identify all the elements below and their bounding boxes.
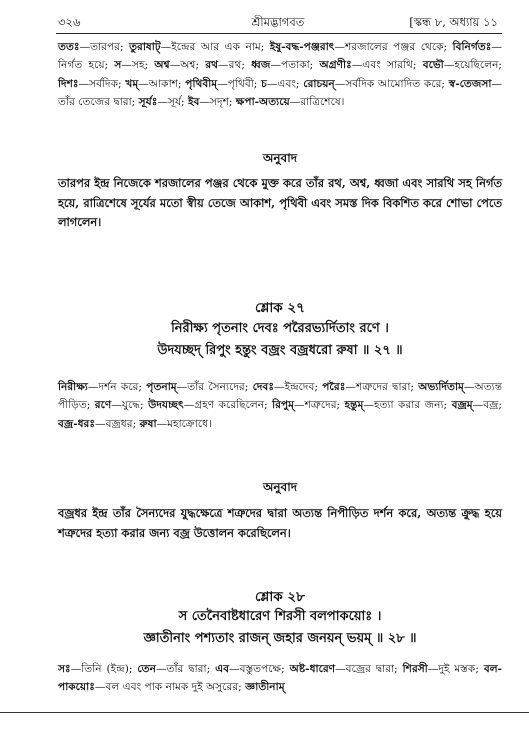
term-meaning: —দুই মস্তক; (427, 663, 484, 675)
verse-line: স তেনৈবাষ্টধারেণ শিরসী বলপাকয়োঃ । (178, 609, 382, 624)
term-meaning: —সর্বদিক আমোদিত করে; (334, 77, 449, 90)
term-meaning: —তাঁর তেজের দ্বারা; (58, 77, 502, 109)
sanskrit-term: বিনির্গতঃ (452, 41, 492, 53)
chapter-reference: [স্কন্ধ ৮, অধ্যায় ১১ (409, 15, 498, 29)
translation-block-1 (58, 174, 502, 233)
sanskrit-term: রথ (205, 59, 219, 72)
sanskrit-term: তেন (137, 663, 156, 675)
translation-text: বজ্রধর ইন্দ্র তাঁর সৈন্যদের যুদ্ধক্ষেত্রে শত্রুদের দ্বারা অত্যন্ত নিপীড়িত দর্শন করে, অত্যন্ত ক্রুদ্ধ হয়ে শত্রুদের হত্যা করার জন্য বজ্র উত্তোলন করেছিলেন। (58, 506, 502, 540)
sanskrit-term: রুষা (139, 417, 157, 430)
page-header (58, 12, 498, 32)
sanskrit-term: পৃতনাম্ (146, 381, 177, 393)
sanskrit-term: দিশঃ (58, 77, 79, 90)
verse-text (58, 318, 502, 362)
word-meanings-1 (58, 38, 502, 112)
sanskrit-term: ইষু-বদ্ধ-পঞ্জরাৎ (269, 41, 335, 53)
sanskrit-term: এব (215, 663, 230, 675)
term-meaning: —পতাকা; (270, 59, 320, 72)
sanskrit-term: হন্তুম্ (344, 399, 364, 412)
sanskrit-term: স (114, 59, 122, 72)
header-rule (56, 33, 502, 34)
synonyms-paragraph (58, 378, 502, 433)
term-meaning: —এবং; (266, 77, 304, 90)
verse-title: শ্লোক ২৮ (255, 589, 305, 605)
sanskrit-term: পরৈঃ (322, 381, 346, 393)
sanskrit-term: খম্ (125, 77, 139, 90)
sanskrit-term: ক্ষপা-অত্যয়ে (235, 96, 290, 109)
term-meaning: —তাঁর সৈন্যদের; (176, 381, 253, 393)
word-meanings-3 (58, 660, 502, 697)
translation-heading: অনুবাদ (262, 151, 298, 165)
word-meanings-2 (58, 378, 502, 433)
term-meaning: —যুদ্ধে; (111, 399, 149, 412)
sanskrit-term: রোচয়ন্ (303, 77, 335, 90)
term-meaning: —বল এবং পাক নামক দুই অসুরের; (94, 681, 246, 694)
term-meaning: —রাত্রিশেষে। (289, 96, 345, 109)
sanskrit-term: ইব (188, 96, 200, 109)
term-meaning: —এবং সারথি; (351, 59, 423, 72)
term-meaning: —সর্বদিক; (78, 77, 126, 90)
term-meaning: —তিনি (ইন্দ্র); (70, 663, 138, 675)
term-meaning: —পৃথিবী; (217, 77, 262, 90)
term-meaning: —সদৃশ; (199, 96, 236, 109)
sanskrit-term: দেবঃ (252, 381, 274, 393)
term-meaning: —সহ; (121, 59, 155, 72)
synonyms-paragraph (58, 38, 502, 112)
sanskrit-term: জ্ঞাতীনাম্ (245, 681, 285, 694)
term-meaning: —শত্রুদের দ্বারা; (345, 381, 419, 393)
sanskrit-term: বল-পাকয়োঃ (58, 663, 503, 694)
term-meaning: —বজ্রধর; (95, 417, 140, 430)
term-meaning: —শরজালের পঞ্জর থেকে; (334, 41, 453, 53)
term-meaning: —ইন্দ্রের আর এক নাম; (160, 41, 270, 53)
translation-text: তারপর ইন্দ্র নিজেকে শরজালের পঞ্জর থেকে মুক্ত করে তাঁর রথ, অশ্ব, ধ্বজা এবং সারথি সহ নির্গত হয়ে, রাত্রিশেষে সূর্যের মতো স্বীয় তেজে আকাশ, পৃথিবী এবং সমস্ত দিক বিকশিত করে শোভা পেতে লাগলেন। (58, 176, 502, 230)
term-meaning: —আকাশ; (138, 77, 186, 90)
sanskrit-term: বজ্র-ধরঃ (58, 417, 96, 430)
sanskrit-term: পৃথিবীম্ (185, 77, 218, 90)
sanskrit-term: শিরসী (402, 663, 428, 675)
sanskrit-term: ততঃ (58, 41, 80, 53)
term-meaning: —সূর্য; (157, 96, 188, 109)
page-bottom-edge (0, 712, 529, 713)
term-meaning: —দর্শন করে; (87, 381, 147, 393)
sanskrit-term: নিরীক্ষ্য (58, 381, 88, 393)
sanskrit-term: রণে (94, 399, 112, 412)
term-meaning: —বজ্রের দ্বারা; (335, 663, 403, 675)
sanskrit-term: চ (261, 77, 267, 90)
verse-line: নিরীক্ষ্য পৃতনাং দেবঃ পরৈরভ্যর্দিতাং রণে । (171, 321, 389, 336)
page-number: ৩২৬ (58, 15, 81, 29)
sanskrit-term: সূর্যঃ (138, 96, 158, 109)
term-meaning: —গ্রহণ করেছিলেন; (183, 399, 273, 412)
term-meaning: —বজ্র; (472, 399, 502, 412)
sanskrit-term: স্ব-তেজসা (448, 77, 492, 90)
sanskrit-term: বভৌ (422, 59, 444, 72)
verse-title: শ্লোক ২৭ (255, 300, 305, 316)
sanskrit-term: অভ্যর্দিতাম্ (418, 381, 464, 393)
verse-text (58, 606, 502, 650)
sanskrit-term: ধ্বজ (251, 59, 271, 72)
sanskrit-term: অষ্ট-ধারেণ (289, 663, 336, 675)
term-meaning: —অশ্ব; (169, 59, 206, 72)
sanskrit-term: তুরাষাট্ (129, 41, 161, 53)
sanskrit-term: রিপুম্ (272, 399, 295, 412)
verse-line: উদযচ্ছদ্ রিপুং হন্তুং বজ্রং বজ্রধরো রুষা ॥ ২৭ ॥ (157, 343, 403, 358)
sanskrit-term: উদযচ্ছৎ (148, 399, 184, 412)
term-meaning: —অত্যন্ত পীড়িত; (58, 381, 502, 412)
sanskrit-term: অগ্রণীঃ (319, 59, 352, 72)
term-meaning: —ইন্দ্রদেব; (273, 381, 323, 393)
term-meaning: —হয়েছিলেন; (443, 59, 502, 72)
term-meaning: —রথ; (218, 59, 252, 72)
translation-block-2 (58, 504, 502, 543)
term-meaning: —নির্গত হয়ে; (58, 41, 502, 72)
term-meaning: —হত্যা করার জন্য; (363, 399, 452, 412)
term-meaning: —বস্তুতপক্ষে; (229, 663, 290, 675)
sanskrit-term: অশ্ব (154, 59, 170, 72)
term-meaning: —মহাক্রোধে। (156, 417, 212, 430)
synonyms-paragraph (58, 660, 502, 697)
term-meaning: —তারপর; (79, 41, 130, 53)
translation-heading: অনুবাদ (262, 480, 298, 494)
term-meaning: —শত্রুদের; (294, 399, 345, 412)
book-title: শ্রীমদ্ভাগবত (251, 15, 305, 29)
sanskrit-term: সঃ (58, 663, 71, 675)
sanskrit-term: বজ্রম্ (451, 399, 473, 412)
term-meaning: —তাঁর দ্বারা; (155, 663, 216, 675)
verse-line: জ্ঞাতীনাং পশ্যতাং রাজন্ জহার জনয়ন্ ভয়ম্ ॥ ২৮ ॥ (143, 631, 417, 646)
